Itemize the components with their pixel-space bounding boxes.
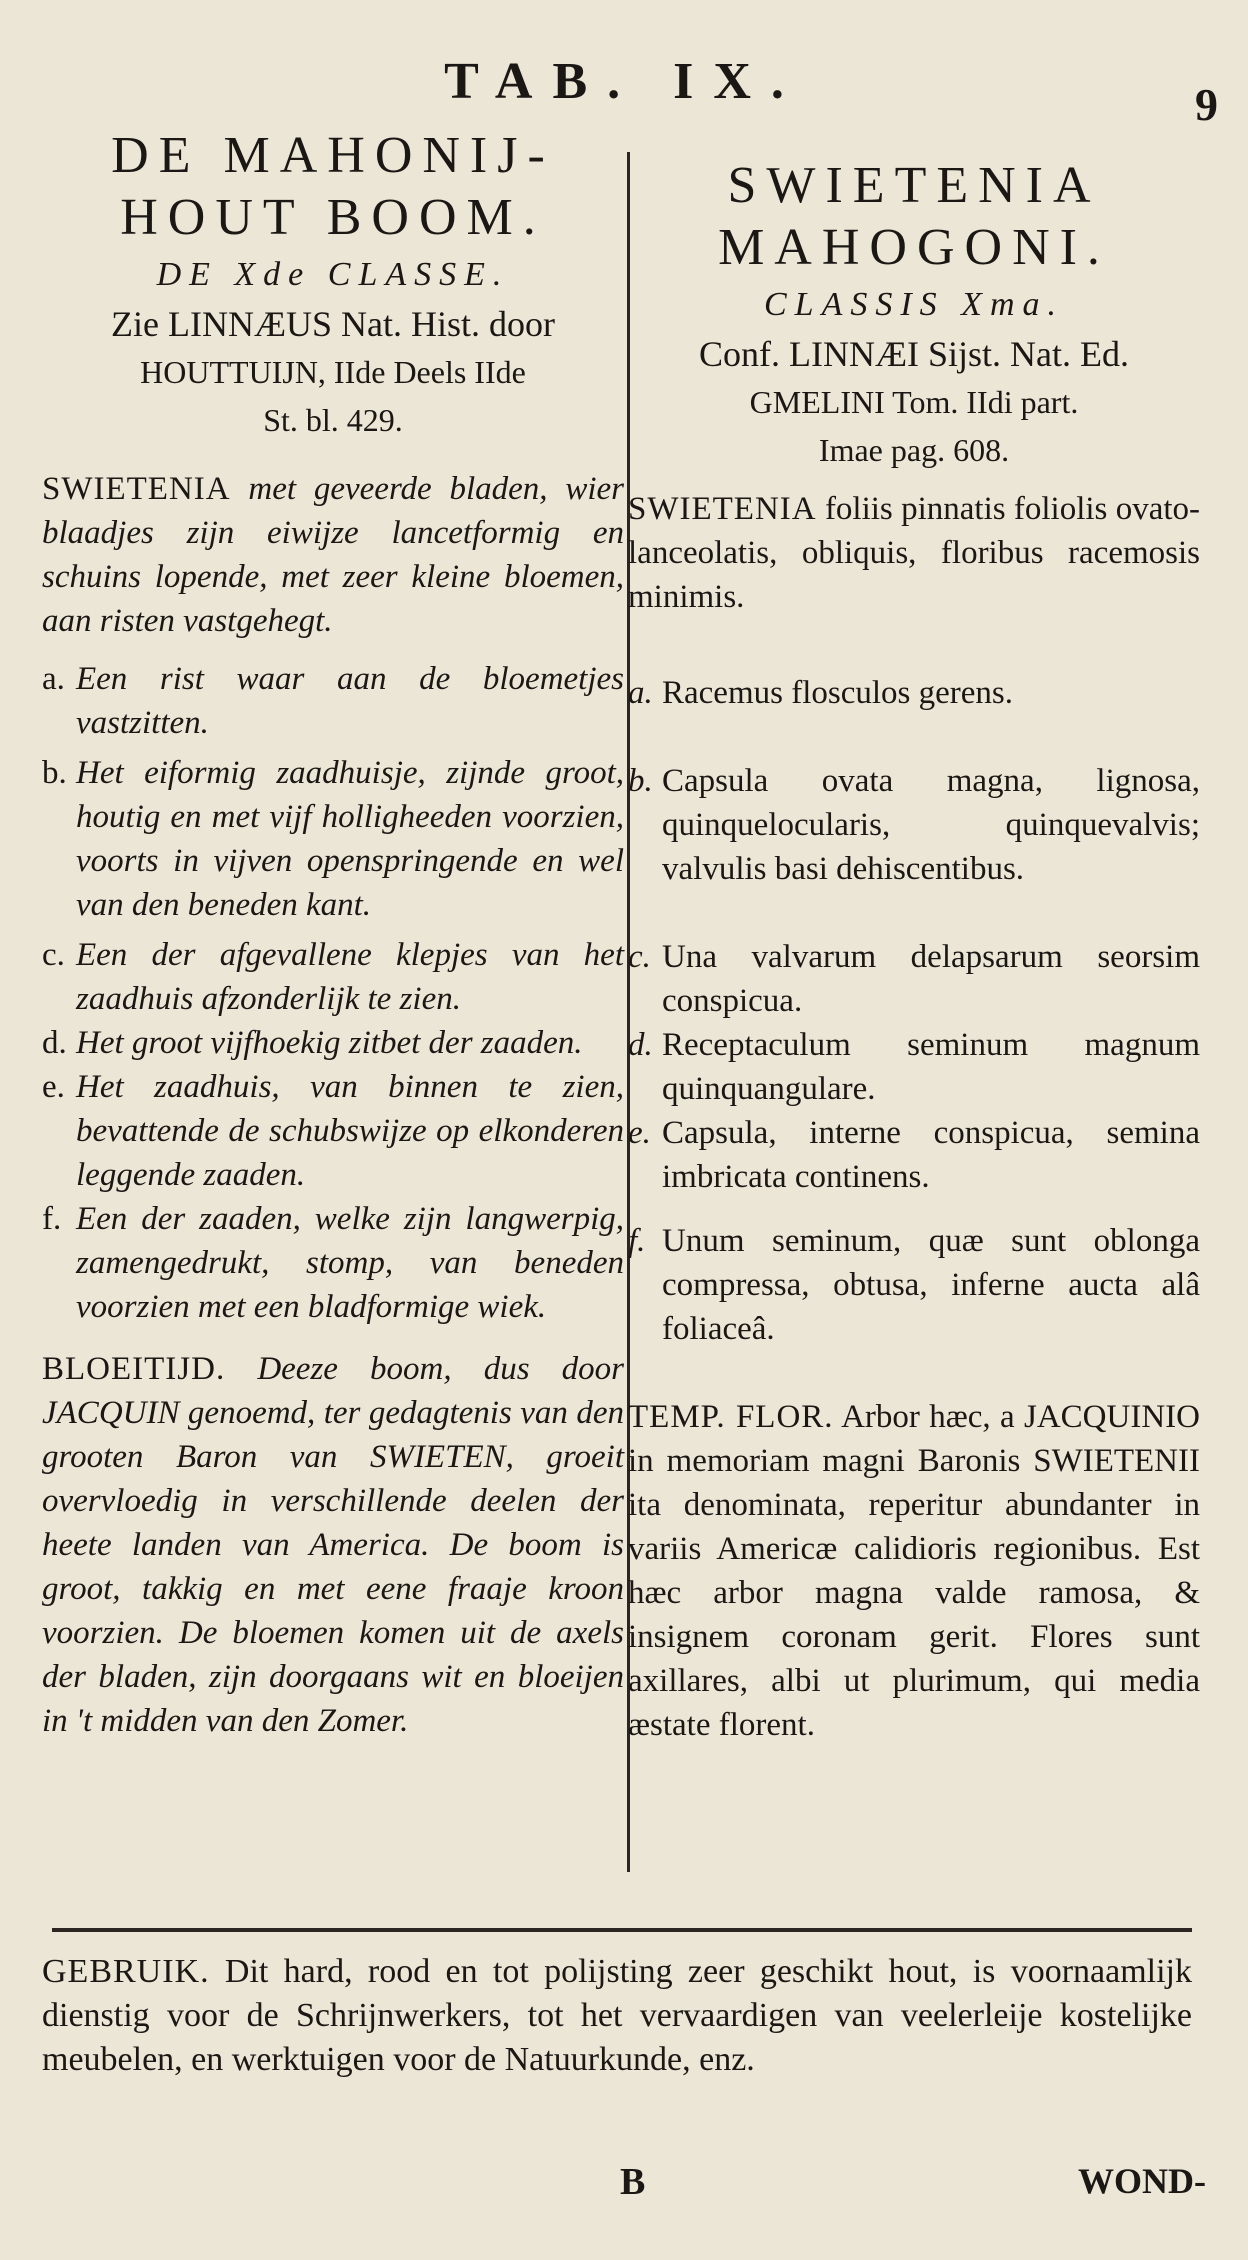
dutch-item-text: Een der zaaden, welke zijn langwerpig, zamengedrukt, stomp, van beneden voorzien met een bladformige wiek. — [76, 1201, 624, 1325]
latin-item-c — [628, 935, 1200, 1023]
gebruik-lead: GEBRUIK. — [42, 1953, 210, 1990]
latin-title-line-2: MAHOGONI. — [718, 219, 1110, 276]
latin-item-text: Capsula, interne conspicua, semina imbricata continens. — [662, 1115, 1200, 1195]
latin-item-text: Receptaculum seminum magnum quinquangulare. — [662, 1027, 1200, 1107]
dutch-item-text: Een der afgevallene klepjes van het zaadhuis afzonderlijk te zien. — [76, 937, 624, 1017]
latin-classis: CLASSIS Xma. — [764, 286, 1064, 323]
dutch-item-label: e. — [42, 1069, 65, 1105]
latin-description-lead: SWIETENIA — [628, 491, 817, 527]
dutch-bloeitijd-lead: BLOEITIJD. — [42, 1351, 226, 1387]
dutch-item-text: Het zaadhuis, van binnen te zien, bevattende de schubswijze op elkonderen leggende zaaden. — [76, 1069, 624, 1193]
latin-item-d — [628, 1023, 1200, 1111]
latin-title-line-1: SWIETENIA — [727, 157, 1101, 214]
dutch-item-c — [42, 933, 624, 1021]
dutch-description-text: met geveerde bladen, wier blaadjes zijn eiwijze lancetformig en schuins lopende, met zeer kleine bloemen, aan risten vastgehegt. — [42, 471, 625, 639]
dutch-item-label: d. — [42, 1025, 67, 1061]
dutch-title-line-2: HOUT BOOM. — [120, 189, 546, 246]
dutch-item-d — [42, 1021, 624, 1065]
dutch-item-text: Het groot vijfhoekig zitbet der zaaden. — [76, 1025, 583, 1061]
latin-temp-flor — [628, 1395, 1200, 1747]
latin-item-text: Unum seminum, quæ sunt oblonga compressa, obtusa, inferne aucta alâ foliaceâ. — [662, 1223, 1200, 1347]
dutch-bloeitijd — [42, 1347, 624, 1743]
latin-item-text: Racemus flosculos gerens. — [662, 675, 1013, 711]
latin-description — [628, 487, 1200, 619]
latin-item-label: e. — [628, 1115, 651, 1151]
dutch-column — [42, 125, 624, 1743]
latin-column — [628, 125, 1200, 1747]
dutch-title-line-1: DE MAHONIJ- — [111, 127, 555, 184]
footer-rule — [52, 1928, 1192, 1932]
dutch-item-e — [42, 1065, 624, 1197]
latin-item-label: c. — [628, 939, 651, 975]
plate-heading: TAB. IX. — [444, 53, 804, 110]
dutch-item-text: Een rist waar aan de bloemetjes vastzitten. — [76, 661, 624, 741]
latin-item-label: b. — [628, 763, 653, 799]
latin-item-e — [628, 1111, 1200, 1199]
gebruik-paragraph — [42, 1950, 1192, 2082]
dutch-item-b — [42, 751, 624, 927]
latin-reference-line-2: GMELINI Tom. IIdi part. — [749, 384, 1079, 420]
signature-mark: B — [620, 2161, 646, 2203]
latin-item-text: Una valvarum delapsarum seorsim conspicua. — [662, 939, 1200, 1019]
dutch-classe: DE Xde CLASSE. — [156, 256, 510, 293]
dutch-item-f — [42, 1197, 624, 1329]
dutch-description — [42, 467, 624, 643]
latin-temp-flor-lead: TEMP. FLOR. — [628, 1399, 834, 1435]
dutch-description-lead: SWIETENIA — [42, 471, 231, 507]
dutch-reference-line-2: HOUTTUIJN, IIde Deels IIde — [140, 354, 526, 390]
gebruik-text: Dit hard, rood en tot polijsting zeer geschikt hout, is voornaamlijk dienstig voor de Schrijnwerkers, tot het vervaardigen van veelerleije kostelijke meubelen, en werktuigen voor de Natuurkunde, enz. — [42, 1953, 1192, 2078]
dutch-item-label: c. — [42, 937, 65, 973]
latin-item-b — [628, 759, 1200, 891]
latin-item-text: Capsula ovata magna, lignosa, quinquelocularis, quinquevalvis; valvulis basi dehiscentibus. — [662, 763, 1200, 887]
latin-temp-flor-text: Arbor hæc, a JACQUINIO in memoriam magni Baronis SWIETENII ita denominata, reperitur abundanter in variis Americæ calidioris regionibus. Est hæc arbor magna valde ramosa, & insignem coronam gerit. Flores sunt axillares, albi ut plurimum, qui media æstate florent. — [628, 1399, 1200, 1743]
latin-description-text: foliis pinnatis foliolis ovato-lanceolatis, obliquis, floribus racemosis minimis. — [628, 491, 1200, 615]
latin-reference-line-1: Conf. LINNÆI Sijst. Nat. Ed. — [699, 334, 1129, 374]
latin-reference-line-3: Imae pag. 608. — [818, 432, 1010, 468]
dutch-reference-line-3: St. bl. 429. — [263, 402, 403, 438]
dutch-item-a — [42, 657, 624, 745]
latin-item-label: a. — [628, 675, 653, 711]
dutch-reference-line-1: Zie LINNÆUS Nat. Hist. door — [111, 304, 555, 344]
latin-item-label: f. — [628, 1223, 646, 1259]
page-number: 9 — [1195, 79, 1218, 130]
dutch-item-label: a. — [42, 661, 65, 697]
dutch-item-label: f. — [42, 1201, 62, 1237]
dutch-bloeitijd-text: Deeze boom, dus door JACQUIN genoemd, ter gedagtenis van den grooten Baron van SWIETEN, groeit overvloedig in verschillende deelen der heete landen van America. De boom is groot, takkig en met eene fraaje kroon voorzien. De bloemen komen uit de axels der bladen, zijn doorgaans wit en bloeijen in 't midden van den Zomer. — [42, 1351, 625, 1739]
dutch-item-label: b. — [42, 755, 67, 791]
latin-item-label: d. — [628, 1027, 653, 1063]
latin-item-f — [628, 1219, 1200, 1351]
catchword: WOND- — [1078, 2161, 1206, 2201]
latin-item-a — [628, 671, 1200, 715]
dutch-item-text: Het eiformig zaadhuisje, zijnde groot, houtig en met vijf holligheeden voorzien, voorts in vijven openspringende en wel van den beneden kant. — [76, 755, 624, 923]
